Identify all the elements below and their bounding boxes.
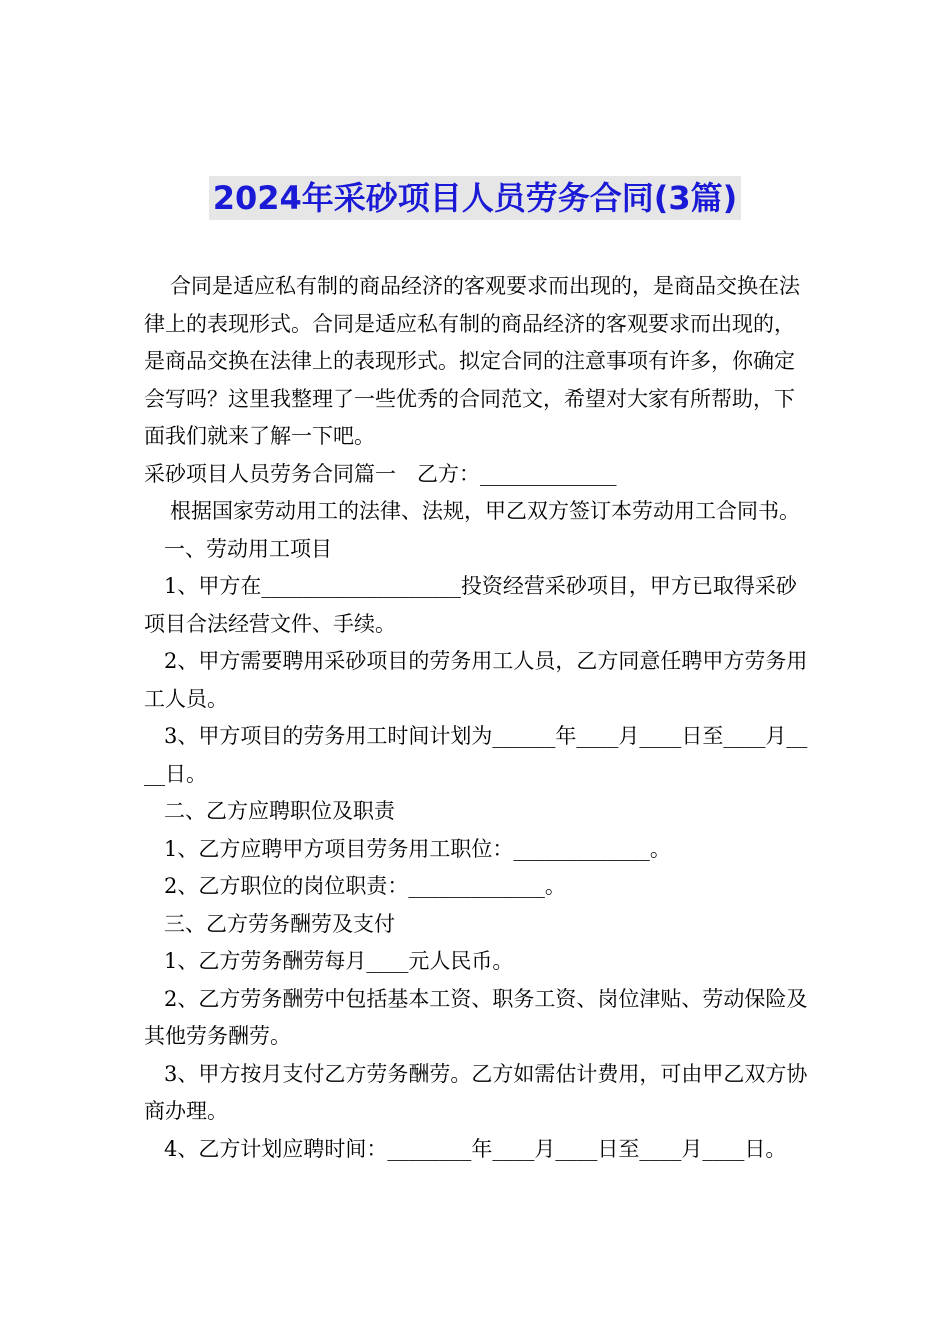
clause-2-2: 2、乙方职位的岗位职责：_____________。 (164, 874, 566, 898)
clause-heading-3: 三、乙方劳务酬劳及支付 (164, 911, 395, 936)
clause-3-4: 4、乙方计划应聘时间：________年____月____日至____月____日。 (164, 1136, 787, 1161)
clause-3-2: 2、乙方劳务酬劳中包括基本工资、职务工资、岗位津贴、劳动保险及其他劳务酬劳。 (144, 986, 808, 1048)
clause-2-1: 1、乙方应聘甲方项目劳务用工职位：_____________。 (164, 836, 671, 861)
clause-3-3: 3、甲方按月支付乙方劳务酬劳。乙方如需估计费用，可由甲乙双方协商办理。 (144, 1061, 808, 1123)
title-container (0, 176, 950, 220)
clause-1-1: 1、甲方在___________________投资经营采砂项目，甲方已取得采砂项目合法经营文件、手续。 (144, 574, 797, 636)
clause-heading-1: 一、劳动用工项目 (164, 536, 332, 561)
preamble-paragraph: 根据国家劳动用工的法律、法规，甲乙双方签订本劳动用工合同书。 (170, 499, 800, 523)
clause-1-3: 3、甲方项目的劳务用工时间计划为______年____月____日至____月____日。 (144, 724, 808, 786)
clause-heading-2: 二、乙方应聘职位及职责 (164, 799, 395, 823)
document-body (144, 268, 809, 1168)
intro-paragraph: 合同是适应私有制的商品经济的客观要求而出现的，是商品交换在法律上的表现形式。合同是适应私有制的商品经济的客观要求而出现的，是商品交换在法律上的表现形式。拟定合同的注意事项有许多，你确定会写吗？这里我整理了一些优秀的合同范文，希望对大家有所帮助，下面我们就来了解一下吧。 (144, 274, 800, 448)
clause-3-1: 1、乙方劳务酬劳每月____元人民币。 (164, 949, 514, 973)
clause-1-2: 2、甲方需要聘用采砂项目的劳务用工人员，乙方同意任聘甲方劳务用工人员。 (144, 649, 808, 711)
document-title: 2024年采砂项目人员劳务合同(3篇) (209, 176, 742, 220)
section-heading-part-one: 采砂项目人员劳务合同篇一 乙方：_____________ (144, 461, 617, 486)
